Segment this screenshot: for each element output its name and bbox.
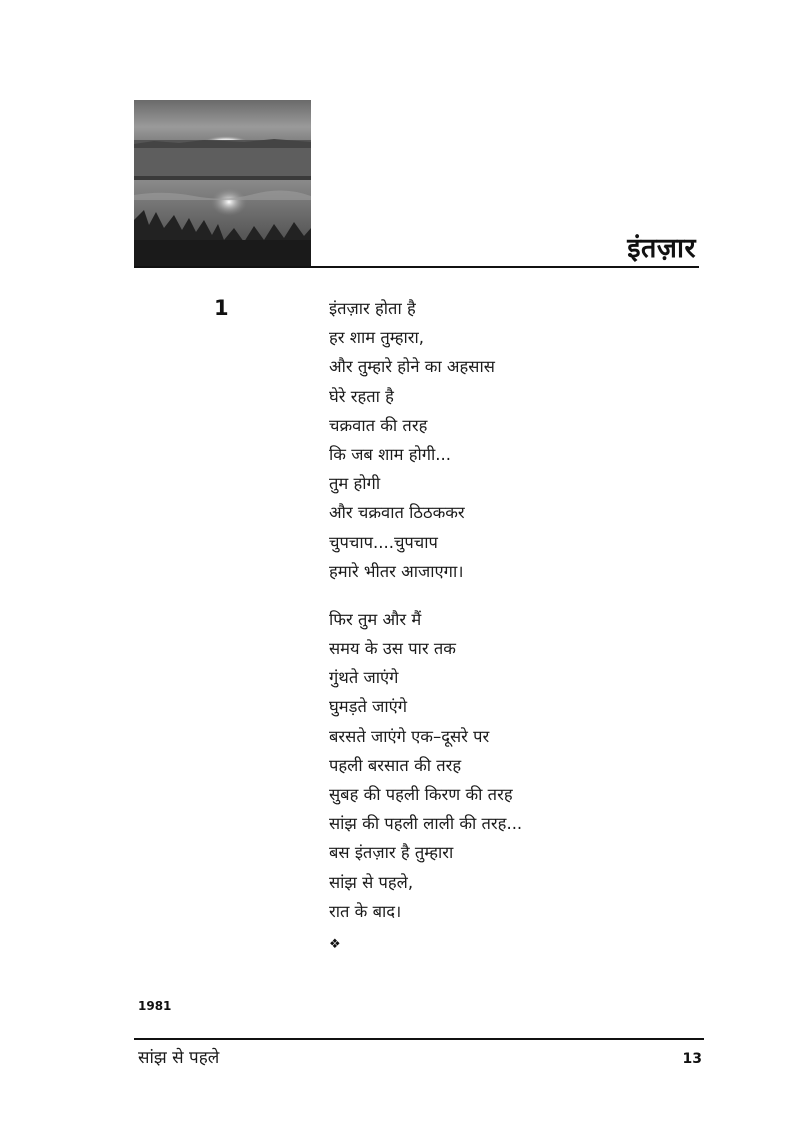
poem-line: हर शाम तुम्हारा, xyxy=(329,328,425,348)
end-ornament-icon: ❖ xyxy=(329,937,341,952)
poem-line: गुंथते जाएंगे xyxy=(329,668,399,688)
poem-year: 1981 xyxy=(138,999,172,1013)
poem-line: घुमड़ते जाएंगे xyxy=(329,697,408,717)
poem-line: बस इंतज़ार है तुम्हारा xyxy=(329,843,454,863)
stanza-2 xyxy=(329,605,689,926)
poem-line: रात के बाद। xyxy=(329,901,402,921)
page-number: 13 xyxy=(682,1051,702,1067)
footer-divider xyxy=(134,1038,704,1040)
poem-number: 1 xyxy=(214,296,229,320)
poem-body xyxy=(329,294,689,945)
poem-line: बरसते जाएंगे एक–दूसरे पर xyxy=(329,726,490,746)
poem-line: चुपचाप....चुपचाप xyxy=(329,532,438,552)
poem-line: और तुम्हारे होने का अहसास xyxy=(329,357,495,377)
poem-line: सुबह की पहली किरण की तरह xyxy=(329,785,513,804)
poem-line: इंतज़ार होता है xyxy=(329,299,416,318)
poem-line: पहली बरसात की तरह xyxy=(329,755,462,775)
poem-line: कि जब शाम होगी... xyxy=(329,444,452,464)
poem-line: चक्रवात की तरह xyxy=(329,415,428,435)
poem-line: फिर तुम और मैं xyxy=(329,609,422,629)
poem-line: तुम होगी xyxy=(329,474,381,494)
stanza-1 xyxy=(329,294,689,586)
poem-line: हमारे भीतर आजाएगा। xyxy=(329,561,464,581)
sunset-lake-photo xyxy=(134,100,311,266)
poem-title: इंतज़ार xyxy=(627,233,696,264)
book-title: सांझ से पहले xyxy=(138,1048,220,1068)
title-divider xyxy=(134,266,699,268)
poem-line: सांझ की पहली लाली की तरह... xyxy=(329,814,523,834)
poem-line: सांझ से पहले, xyxy=(329,872,414,892)
poem-line: समय के उस पार तक xyxy=(329,639,456,659)
poem-line: और चक्रवात ठिठककर xyxy=(329,503,465,523)
poem-line: घेरे रहता है xyxy=(329,386,394,406)
